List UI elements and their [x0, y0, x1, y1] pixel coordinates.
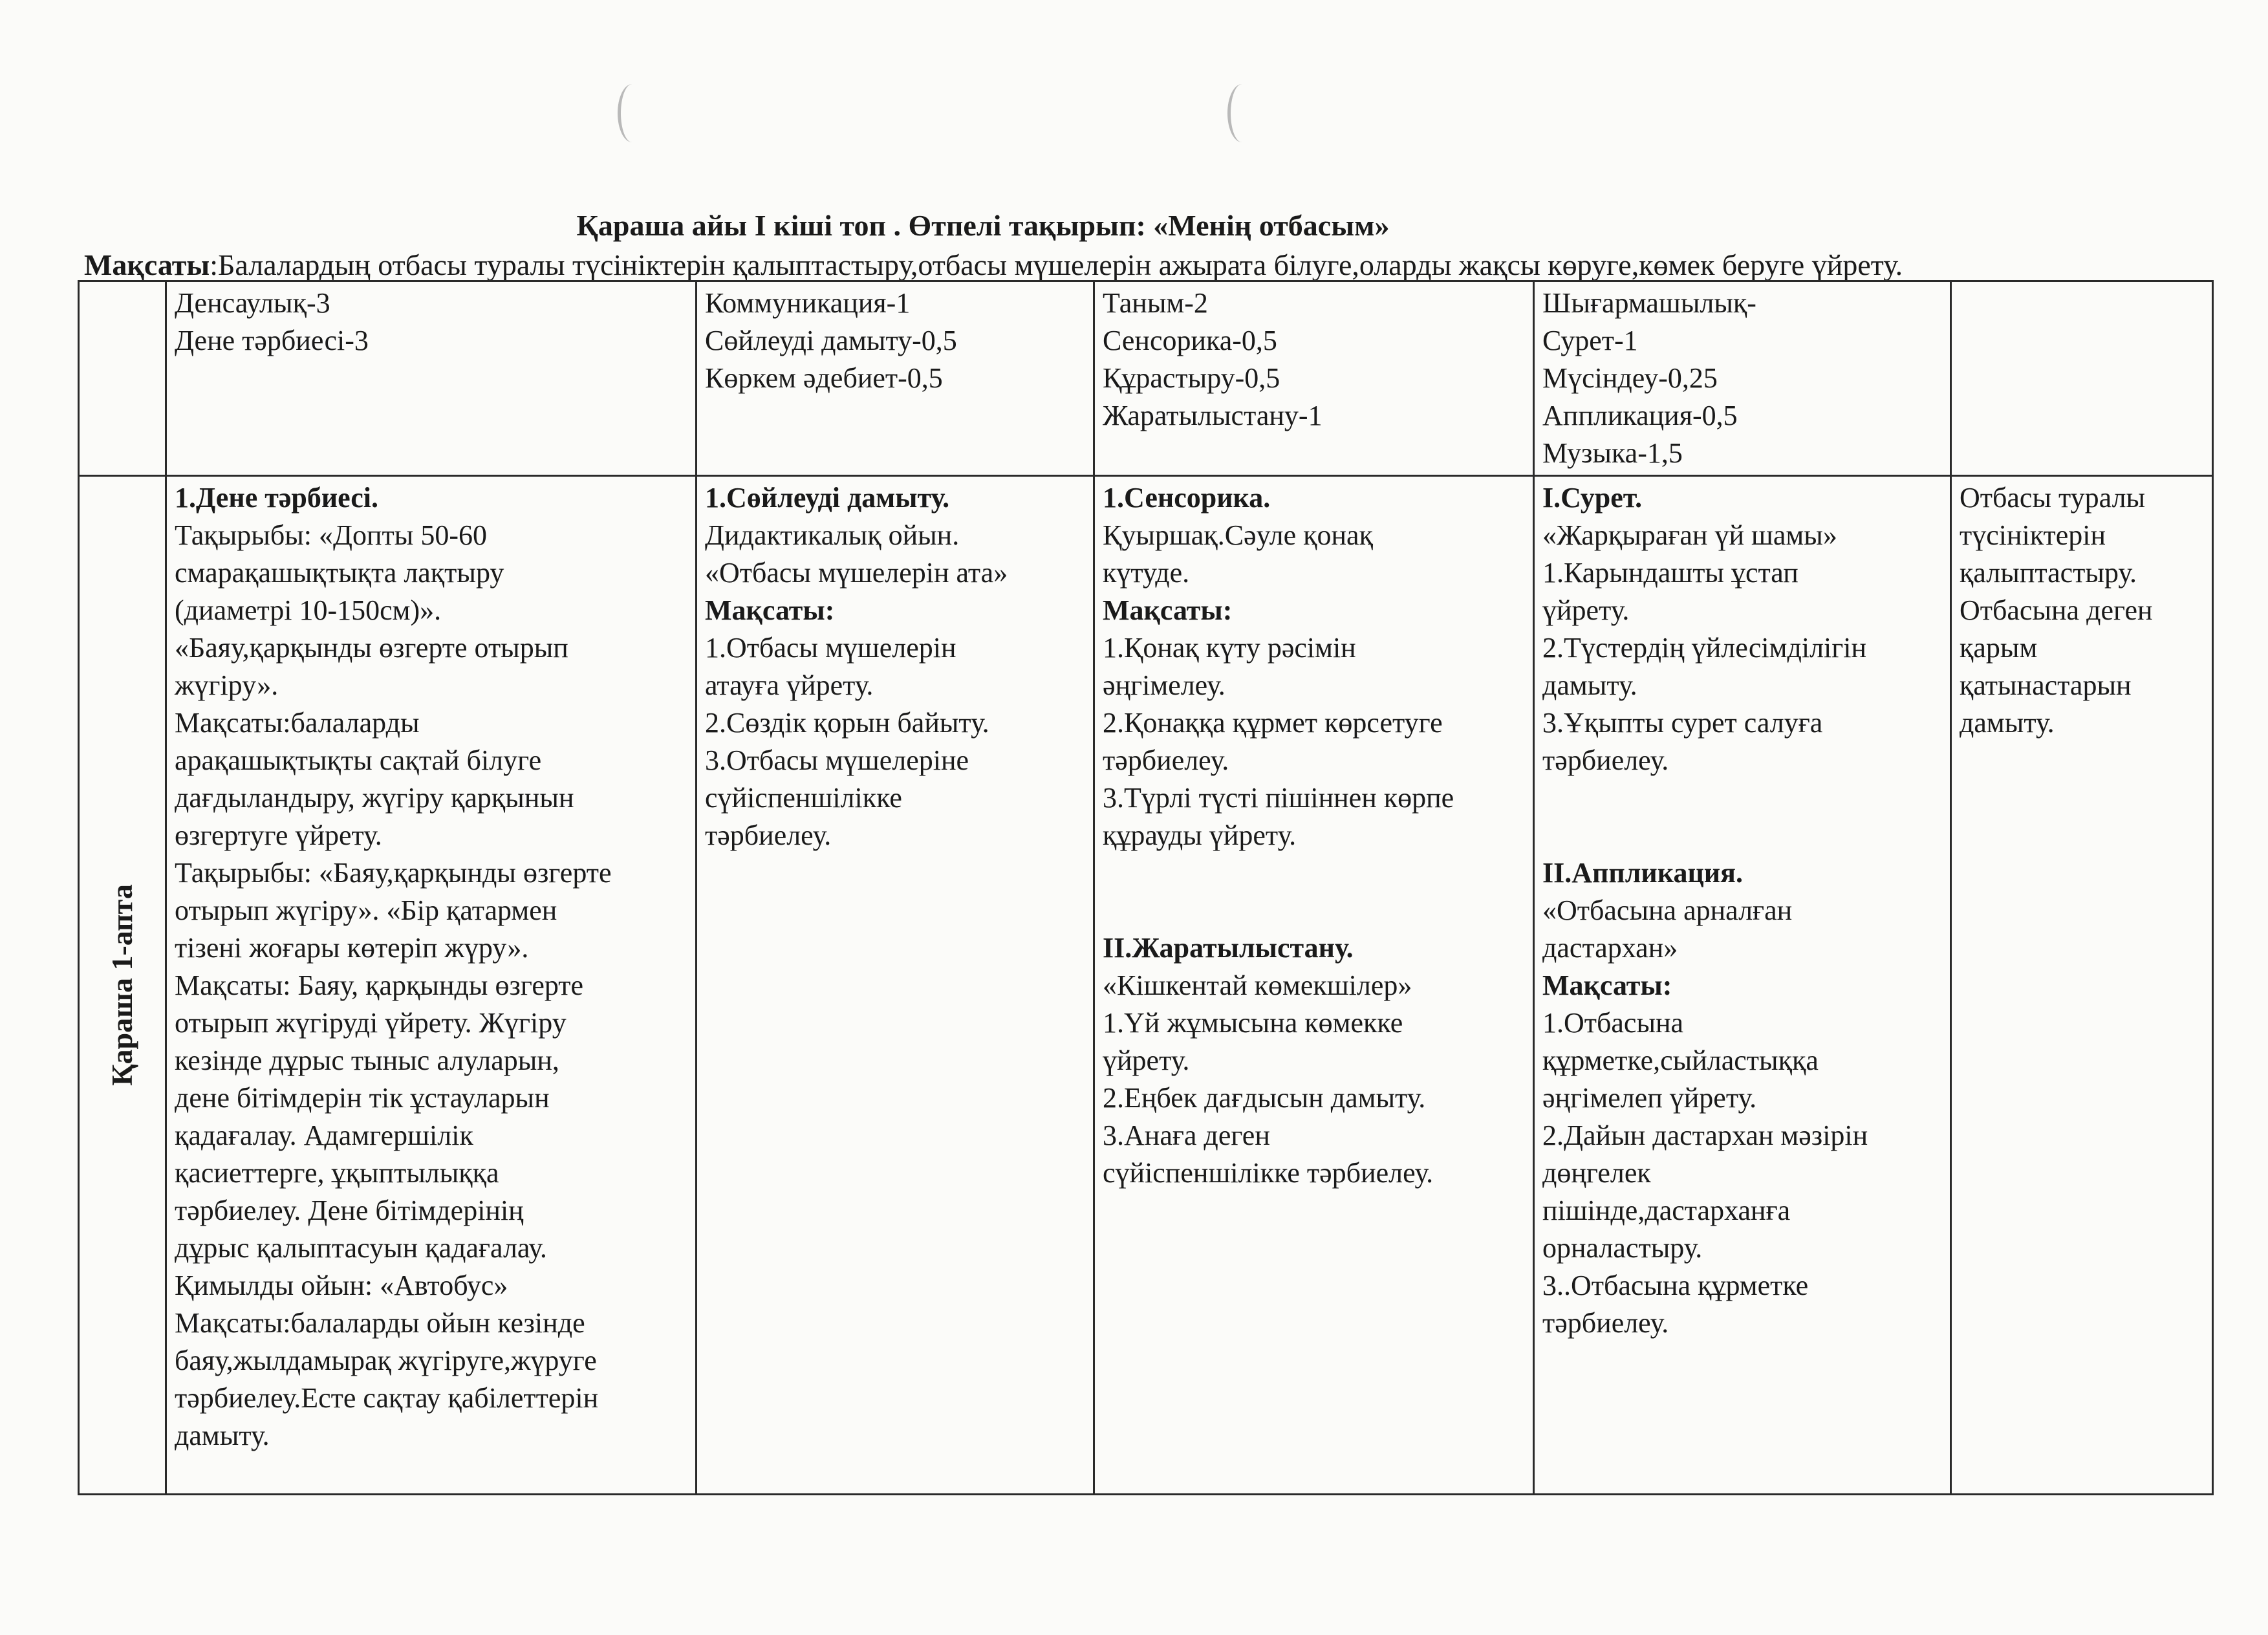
header-goals-cell: [1951, 281, 2213, 476]
purpose-label: Мақсаты: [84, 248, 210, 281]
goal-label: Мақсаты:: [1542, 969, 1672, 1001]
week-cell: [79, 476, 166, 1495]
header-empty-cell: [79, 281, 166, 476]
purpose-text: :Балалардың отбасы туралы түсініктерін қалыптастыру,отбасы мүшелерін ажырата білуге,оларды жақсы көруге,көмек беруге үйрету.: [210, 248, 1903, 281]
week-label: Қараша 1-апта: [105, 884, 138, 1086]
table-week-row: [79, 476, 2213, 1495]
section-heading: 1.Дене тәрбиесі.: [175, 482, 379, 514]
punch-hole-mark: [1227, 84, 1257, 142]
goal-label: Мақсаты:: [1103, 594, 1233, 626]
section-heading: І.Сурет.: [1542, 482, 1643, 514]
drawing-applique-cell: І.Сурет. «Жарқыраған үй шамы» 1.Карындашты ұстап үйрету. 2.Түстердің үйлесімділігін дамыту. 3.Ұқыпты сурет салуға тәрбиелеу. ІІ.Аппликация. «Отбасына арналған дастархан» Мақсаты: 1.Отбасына құрметке,сыйластыққа әңгімелеп үйрету. 2.Дайын дастархан мәзірін дөңгелек пішінде,дастарханға орналастыру. 3..Отбасына құрметке тәрбиелеу.: [1534, 476, 1951, 1495]
table-header-row: [79, 281, 2213, 476]
section-heading: 1.Сенсорика.: [1103, 482, 1271, 514]
header-cognition-cell: Таным-2 Сенсорика-0,5 Құрастыру-0,5 Жаратылыстану-1: [1094, 281, 1534, 476]
header-communication-cell: Коммуникация-1 Сөйлеуді дамыту-0,5 Көркем әдебиет-0,5: [697, 281, 1094, 476]
goal-label: Мақсаты:: [705, 594, 835, 626]
page-title: Қараша айы І кіші топ . Өтпелі тақырып: «Менің отбасым»: [576, 209, 1390, 242]
section-heading: ІІ.Жаратылыстану.: [1103, 932, 1354, 964]
sensorics-nature-cell: 1.Сенсорика. Қуыршақ.Сәуле қонақ күтуде. Мақсаты: 1.Қонақ күту рәсімін әңгімелеу. 2.Қонаққа құрмет көрсетуге тәрбиелеу. 3.Түрлі түсті пішіннен көрпе құрауды үйрету. ІІ.Жаратылыстану. «Кішкентай көмекшілер» 1.Үй жұмысына көмекке үйрету. 2.Еңбек дағдысын дамыту. 3.Анаға деген сүйіспеншілікке тәрбиелеу.: [1094, 476, 1534, 1495]
physical-education-cell: 1.Дене тәрбиесі. Тақырыбы: «Допты 50-60 смарақашықтықта лақтыру (диаметрі 10-150см)». «Баяу,қарқынды өзгерте отырып жүгіру». Мақсаты:балаларды арақашықтықты сақтай білуге дағдыландыру, жүгіру қарқынын өзгертуге үйрету. Тақырыбы: «Баяу,қарқынды өзгерте отырып жүгіру». «Бір қатармен тізені жоғары көтеріп жүру». Мақсаты: Баяу, қарқынды өзгерте отырып жүгіруді үйрету. Жүгіру кезінде дұрыс тыныс алуларын, дене бітімдерін тік ұстауларын қадағалау. Адамгершілік қасиеттерге, ұқыптылыққа тәрбиелеу. Дене бітімдерінің дұрыс қалыптасуын қадағалау. Қимылды ойын: «Автобус» Мақсаты:балаларды ойын кезінде баяу,жылдамырақ жүгіруге,жүруге тәрбиелеу.Есте сақтау қабілеттерін дамыту.: [166, 476, 697, 1495]
weekly-plan-table: [78, 280, 2214, 1495]
section-heading: ІІ.Аппликация.: [1542, 857, 1743, 889]
punch-hole-mark: [618, 84, 647, 142]
header-creativity-cell: Шығармашылық- Сурет-1 Мүсіндеу-0,25 Аппликация-0,5 Музыка-1,5: [1534, 281, 1951, 476]
speech-development-cell: 1.Сөйлеуді дамыту. Дидактикалық ойын. «Отбасы мүшелерін ата» Мақсаты: 1.Отбасы мүшелерін атауға үйрету. 2.Сөздік қорын байыту. 3.Отбасы мүшелеріне сүйіспеншілікке тәрбиелеу.: [697, 476, 1094, 1495]
section-heading: 1.Сөйлеуді дамыту.: [705, 482, 950, 514]
purpose-line: [84, 248, 2218, 282]
header-health-cell: Денсаулық-3 Дене тәрбиесі-3: [166, 281, 697, 476]
weekly-goals-cell: Отбасы туралы түсініктерін қалыптастыру. Отбасына деген қарым қатынастарын дамыту.: [1951, 476, 2213, 1495]
